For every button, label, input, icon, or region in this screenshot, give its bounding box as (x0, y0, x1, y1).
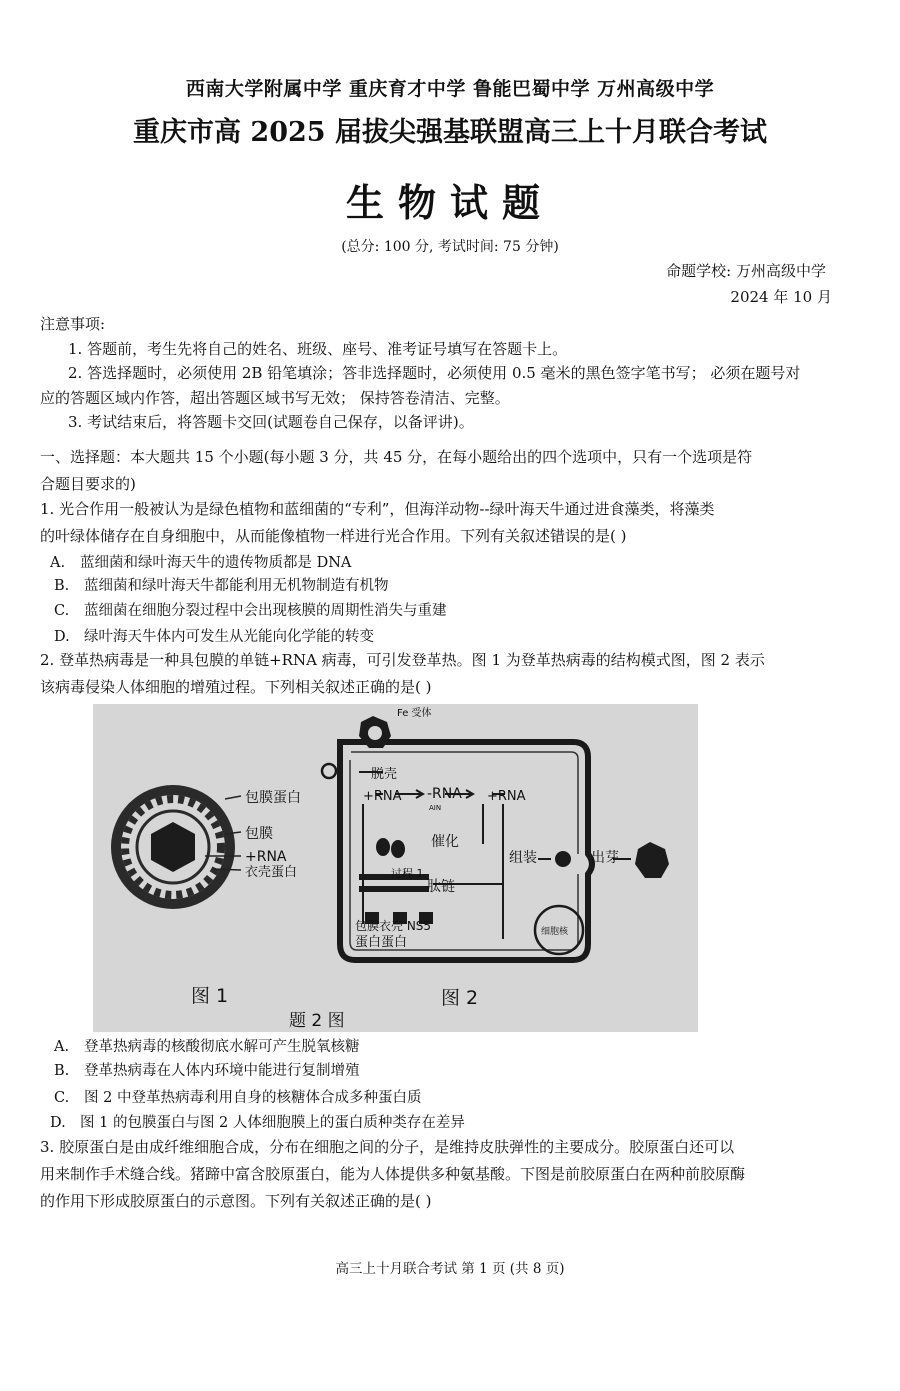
q2-option-c (54, 1085, 421, 1111)
fig2-label-catalyze: 催化 (431, 834, 459, 850)
q2-option-a (54, 1034, 360, 1060)
option-text: 图 2 中登革热病毒利用自身的核糖体合成多种蛋白质 (84, 1090, 422, 1106)
option-text: 图 1 的包膜蛋白与图 2 人体细胞膜上的蛋白质种类存在差异 (80, 1115, 465, 1131)
exam-title: 重庆市高 2025 届拔尖强基联盟高三上十月联合考试 (133, 117, 767, 148)
fig1-label-capsid: 衣壳蛋白 (245, 865, 298, 880)
fig1-label-envelope-protein: 包膜蛋白 (245, 790, 301, 806)
fig2-label-assembly: 组装 (509, 850, 537, 866)
option-label: B. (54, 578, 70, 594)
option-label: B. (54, 1063, 70, 1079)
option-text: 登革热病毒在人体内环境中能进行复制增殖 (84, 1063, 360, 1079)
section-heading (40, 444, 820, 498)
section-line-2: 合题目要求的) (40, 475, 136, 493)
page-footer: 高三上十月联合考试 第 1 页 (共 8 页) (335, 1261, 565, 1277)
fig2-label-minus-rna: -RNA (427, 786, 462, 802)
option-label: C. (54, 603, 70, 619)
option-text: 绿叶海天牛体内可发生从光能向化学能的转变 (84, 629, 374, 645)
note-3: 3. 考试结束后，将答题卡交回(试题卷自己保存，以备评讲)。 (68, 413, 474, 431)
fig2-label-plus-rna-2: +RNA (487, 789, 526, 804)
option-label: A. (50, 555, 66, 571)
note-2a: 2. 答选择题时，必须使用 2B 铅笔填涂；答非选择题时，必须使用 0.5 毫米的黑色签字笔书写； 必须在题号对 (68, 364, 801, 382)
q1-stem-line-2: 的叶绿体储存在自身细胞中，从而能像植物一样进行光合作用。下列有关叙述错误的是( ) (40, 527, 627, 545)
option-text: 蓝细菌和绿叶海天牛的遗传物质都是 DNA (80, 555, 352, 571)
question-1-stem (40, 496, 830, 550)
option-label: A. (54, 1039, 70, 1055)
q2-option-b (54, 1058, 360, 1084)
q2-stem-line-2: 该病毒侵染人体细胞的增殖过程。下列相关叙述正确的是( ) (40, 678, 432, 696)
fig2-label-proteins: 包膜衣壳 NS5 (355, 919, 432, 933)
fig2-label-process-1: 过程 1 (391, 867, 424, 880)
question-3-stem (40, 1134, 830, 1215)
fig1-label-envelope: 包膜 (245, 826, 273, 842)
q1-option-b (54, 573, 389, 599)
option-label: C. (54, 1090, 70, 1106)
q3-stem-line-3: 的作用下形成胶原蛋白的示意图。下列有关叙述正确的是( ) (40, 1192, 432, 1210)
school-list: 西南大学附属中学 重庆育才中学 鲁能巴蜀中学 万州高级中学 (185, 78, 715, 100)
setter-school: 命题学校: 万州高级中学 (666, 262, 826, 280)
q3-stem-line-2: 用来制作手术缝合线。猪蹄中富含胶原蛋白，能为人体提供多种氨基酸。下图是前胶原蛋白在两种前胶原酶 (40, 1165, 746, 1183)
fig2-label-budding: 出芽 (591, 850, 619, 866)
q3-stem-line-1: 3. 胶原蛋白是由成纤维细胞合成，分布在细胞之间的分子，是维持皮肤弹性的主要成分。胶原蛋白还可以 (40, 1138, 735, 1156)
fig2-label-receptor: Fe 受体 (397, 708, 432, 719)
question-2-stem (40, 647, 830, 701)
exam-date: 2024 年 10 月 (730, 288, 832, 306)
q1-stem-line-1: 1. 光合作用一般被认为是绿色植物和蓝细菌的“专利”，但海洋动物--绿叶海天牛通过进食藻类，将藻类 (40, 500, 715, 518)
q1-option-c (54, 598, 447, 624)
fig2-label-proteins-2: 蛋白蛋白 (355, 935, 408, 950)
exam-meta: (总分: 100 分, 考试时间: 75 分钟) (341, 239, 559, 255)
option-label: D. (54, 629, 70, 645)
option-text: 蓝细菌和绿叶海天牛都能利用无机物制造有机物 (84, 578, 389, 594)
note-1: 1. 答题前，考生先将自己的姓名、班级、座号、准考证号填写在答题卡上。 (68, 339, 568, 358)
subject-title: 生物试题 (345, 180, 554, 225)
notes-title: 注意事项: (40, 315, 106, 333)
fig2-label-nucleus: 细胞核 (541, 927, 569, 937)
fig2-label-uncoat: 脱壳 (371, 767, 398, 782)
fig2-label-ain: AIN (429, 804, 442, 812)
option-text: 蓝细菌在细胞分裂过程中会出现核膜的周期性消失与重建 (84, 603, 447, 619)
option-label: D. (50, 1115, 66, 1131)
virus-diagram (93, 704, 698, 1032)
fig2-label-plus-rna-1: +RNA (363, 789, 402, 804)
fig1-caption: 图 1 (191, 985, 229, 1007)
fig1-label-rna: +RNA (245, 849, 287, 865)
q2-stem-line-1: 2. 登革热病毒是一种具包膜的单链+RNA 病毒，可引发登革热。图 1 为登革热病毒的结构模式图，图 2 表示 (40, 651, 765, 669)
fig2-caption: 图 2 (441, 987, 479, 1009)
fig2-label-peptide: 肽链 (427, 879, 455, 895)
note-2b: 应的答题区域内作答，超出答题区域书写无效； 保持答卷清洁、完整。 (40, 388, 510, 407)
q2-figure (93, 704, 698, 1032)
fig1-virus (111, 785, 241, 909)
option-text: 登革热病毒的核酸彻底水解可产生脱氧核糖 (84, 1039, 360, 1055)
figure-caption: 题 2 图 (289, 1011, 345, 1031)
notes-block (40, 312, 870, 435)
q2-option-d (50, 1110, 465, 1136)
section-line-1: 一、选择题：本大题共 15 个小题(每小题 3 分，共 45 分，在每小题给出的四个选项中，只有一个选项是符 (40, 448, 753, 466)
